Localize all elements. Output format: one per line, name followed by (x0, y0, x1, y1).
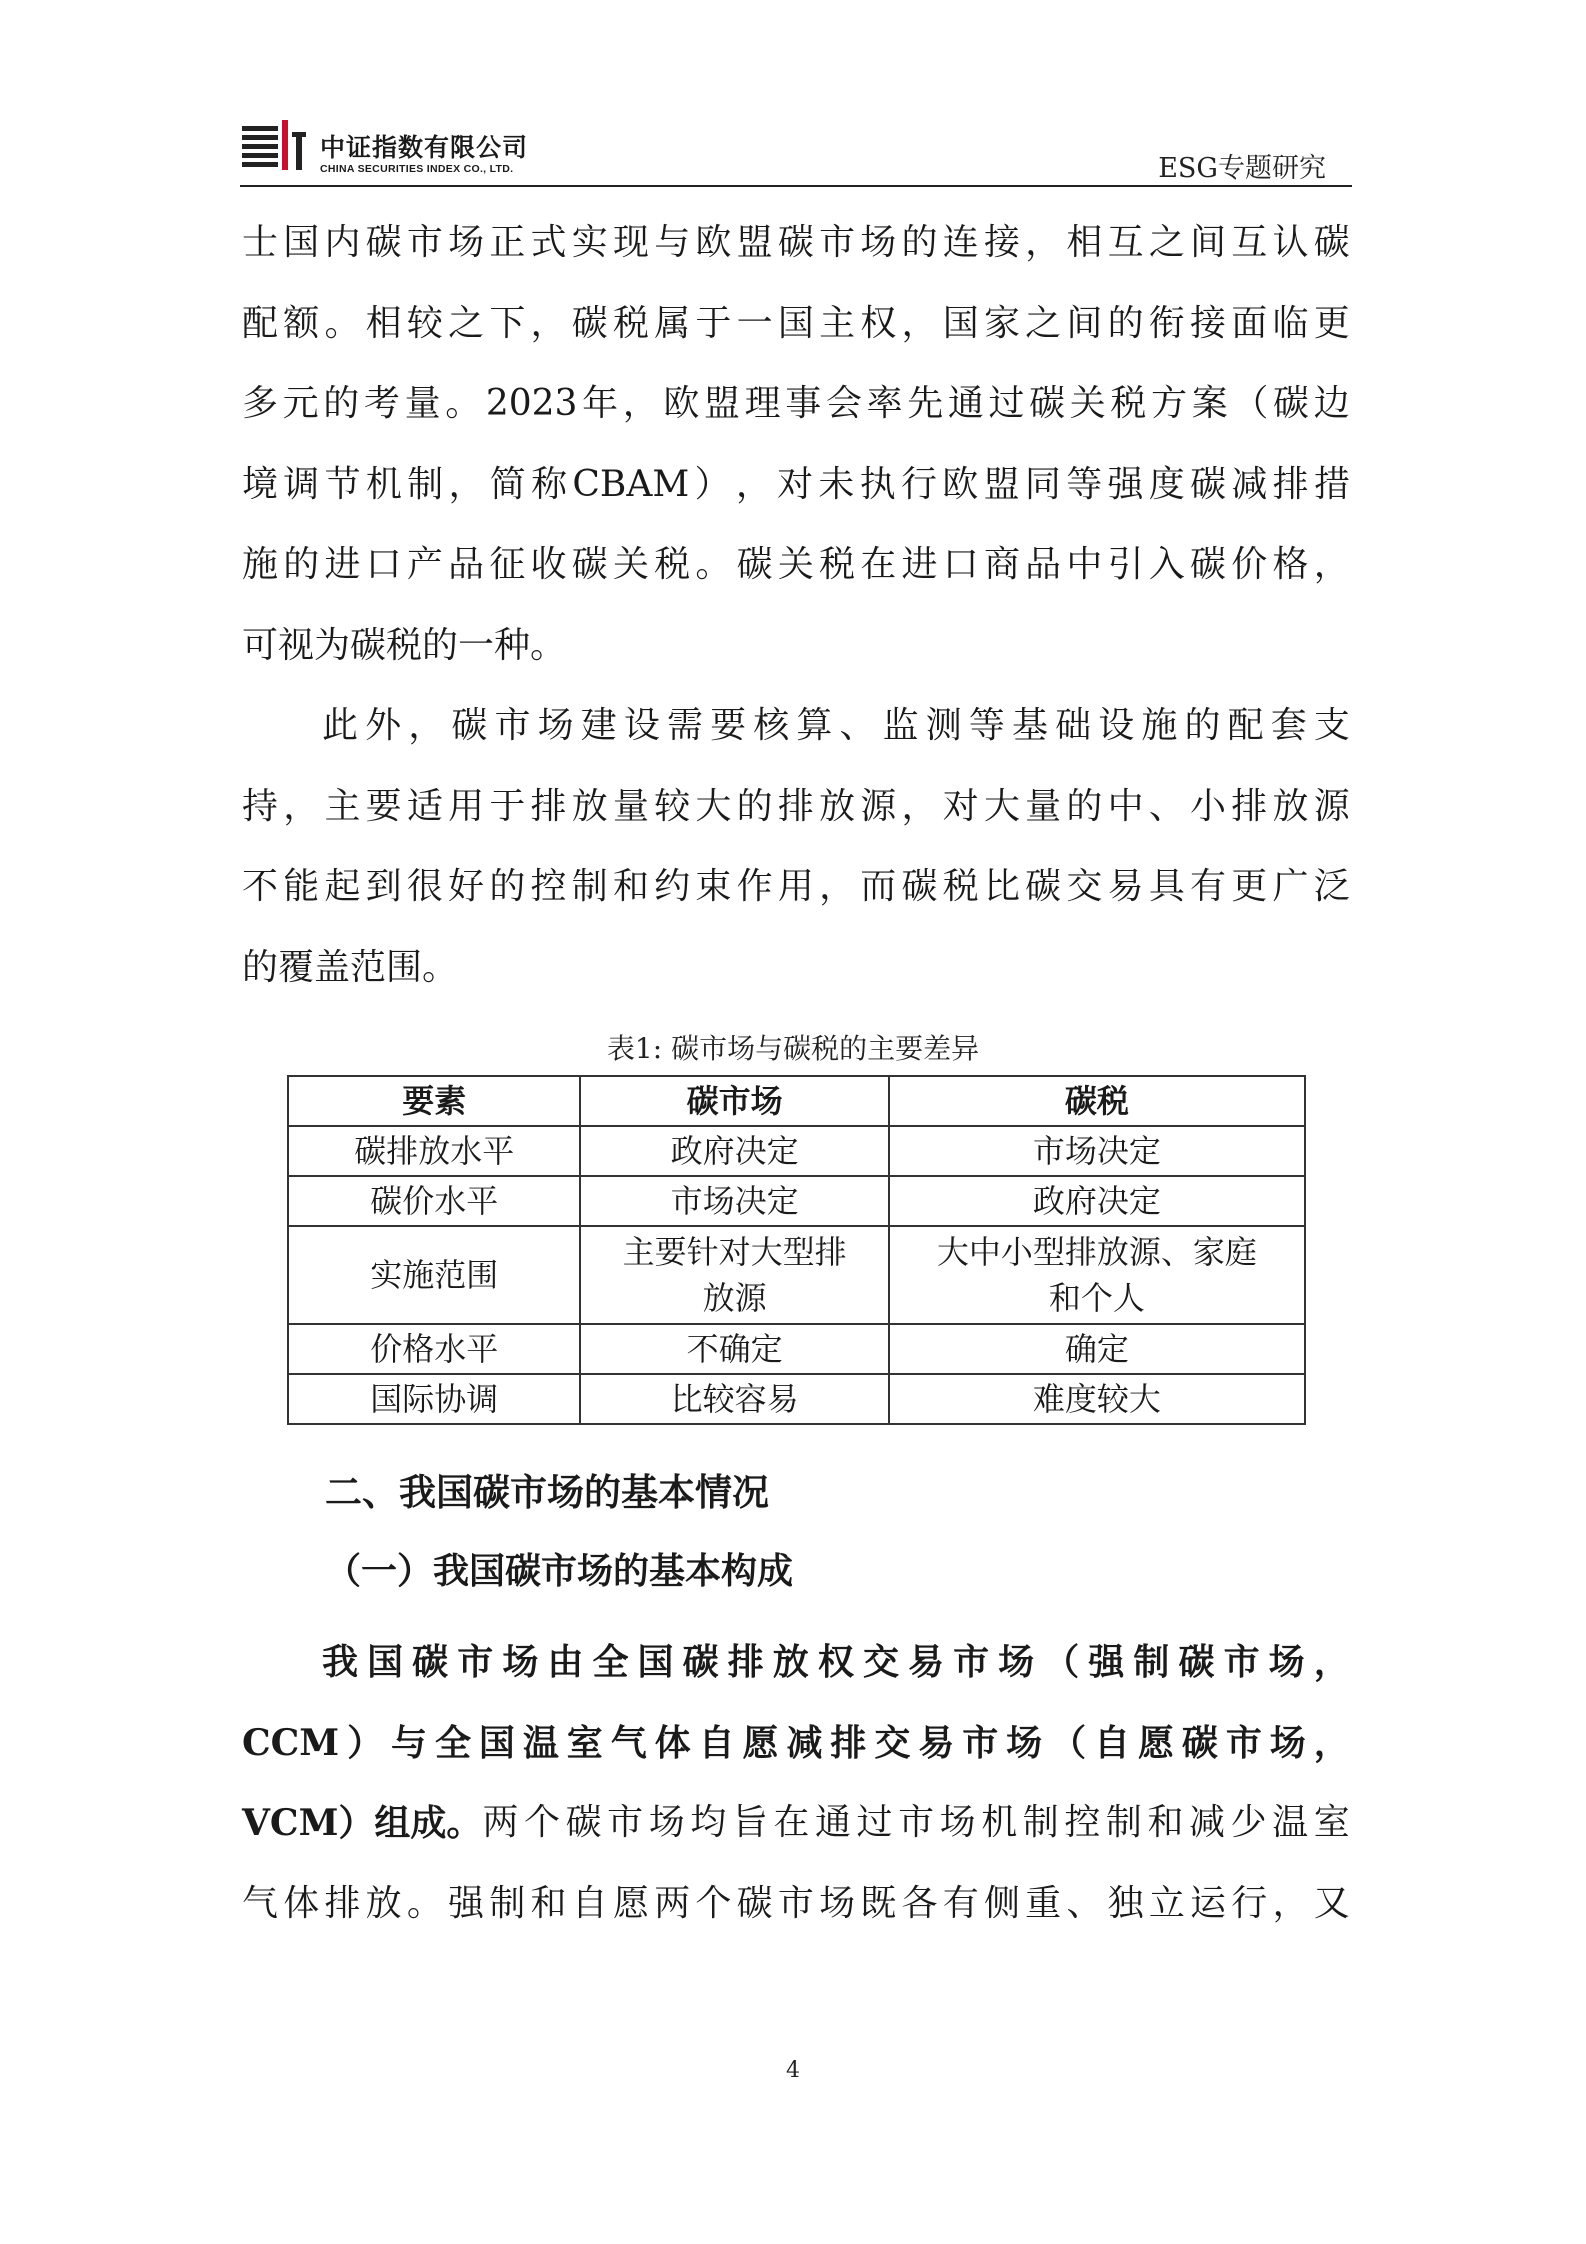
page-header (240, 108, 1352, 188)
column-header: 碳市场 (580, 1076, 888, 1126)
table-cell: 实施范围 (288, 1226, 580, 1324)
table-cell: 难度较大 (889, 1374, 1305, 1424)
paragraph-infrastructure (242, 686, 1350, 1008)
table-cell: 确定 (889, 1324, 1305, 1374)
subsection-heading: （一）我国碳市场的基本构成 (325, 1551, 794, 1592)
table-row (288, 1226, 1305, 1324)
text-line: 持 ， 主 要 适 用 于 排 放 量 较 大 的 排 放 源 ， 对 大 量 的 中 、 小 排 放 源 (242, 785, 1350, 827)
text-line: 境 调 节 机 制 ， 简 称 CBAM ） ， 对 未 执 行 欧 盟 同 等 强 度 碳 减 排 措 (242, 463, 1350, 505)
text-line: 不 能 起 到 很 好 的 控 制 和 约 束 作 用 ， 而 碳 税 比 碳 交 易 具 有 更 广 泛 (242, 866, 1350, 907)
table-cell: 市场决定 (889, 1126, 1305, 1176)
table-cell: 碳价水平 (288, 1176, 580, 1226)
column-header: 要素 (288, 1076, 580, 1126)
table-cell: 碳排放水平 (288, 1126, 580, 1176)
text-line: 配 额 。 相 较 之 下 ， 碳 税 属 于 一 国 主 权 ， 国 家 之 间 的 衔 接 面 临 更 (242, 302, 1350, 344)
text-line: 施 的 进 口 产 品 征 收 碳 关 税 。 碳 关 税 在 进 口 商 品 中 引 入 碳 价 格 ， (242, 544, 1350, 585)
text-line: 多 元 的 考 量 。 2023 年 ， 欧 盟 理 事 会 率 先 通 过 碳 关 税 方 案 （ 碳 边 (242, 383, 1350, 424)
table-cell: 市场决定 (580, 1176, 888, 1226)
text-line: CCM ） 与 全 国 温 室 气 体 自 愿 减 排 交 易 市 场 （ 自 愿 碳 市 场 ， (242, 1721, 1350, 1764)
section-heading: 二、我国碳市场的基本情况 (325, 1471, 769, 1514)
text-line: 气 体 排 放 。 强 制 和 自 愿 两 个 碳 市 场 既 各 有 侧 重 、 独 立 运 行 ， 又 (242, 1882, 1350, 1924)
table-row (288, 1324, 1305, 1374)
text-line: VCM）组成。 两 个 碳 市 场 均 旨 在 通 过 市 场 机 制 控 制 和 减 少 温 室 (242, 1783, 1350, 1864)
text-line: 可视为碳税的一种。 (242, 624, 567, 666)
table-row (288, 1126, 1305, 1176)
comparison-table (287, 1075, 1306, 1425)
table-caption: 表1: 碳市场与碳税的主要差异 (606, 1032, 980, 1065)
paragraph-carbon-tax-intro (242, 203, 1350, 686)
table-cell: 价格水平 (288, 1324, 580, 1374)
table-cell: 国际协调 (288, 1374, 580, 1424)
table-cell: 政府决定 (889, 1176, 1305, 1226)
text-line: 我 国 碳 市 场 由 全 国 碳 排 放 权 交 易 市 场 （ 强 制 碳 市 场 ， (322, 1641, 1350, 1683)
company-name-en: CHINA SECURITIES INDEX CO., LTD. (320, 163, 514, 175)
column-header: 碳税 (889, 1076, 1305, 1126)
table-cell: 主要针对大型排 放源 (580, 1226, 888, 1324)
table-cell: 大中小型排放源、家庭 和个人 (889, 1226, 1305, 1324)
header-divider (240, 185, 1352, 187)
company-name-cn: 中证指数有限公司 (320, 133, 529, 162)
csi-logo-icon (240, 116, 310, 176)
table-cell: 比较容易 (580, 1374, 888, 1424)
text-line: 此 外 ， 碳 市 场 建 设 需 要 核 算 、 监 测 等 基 础 设 施 的 配 套 支 (322, 705, 1350, 746)
text-line: 士 国 内 碳 市 场 正 式 实 现 与 欧 盟 碳 市 场 的 连 接 ， 相 互 之 间 互 认 碳 (242, 222, 1350, 263)
table-cell: 政府决定 (580, 1126, 888, 1176)
table-row (288, 1176, 1305, 1226)
page-number: 4 (786, 2058, 800, 2083)
header-section-label: ESG专题研究 (1158, 153, 1326, 184)
text-line: 的覆盖范围。 (242, 946, 459, 988)
text-run: 两 个 碳 市 场 均 旨 在 通 过 市 场 机 制 控 制 和 减 少 温 室 (482, 1802, 1350, 1843)
table-row (288, 1374, 1305, 1424)
table-cell: 不确定 (580, 1324, 888, 1374)
paragraph-market-composition (242, 1622, 1350, 1944)
table-header-row (288, 1076, 1305, 1126)
